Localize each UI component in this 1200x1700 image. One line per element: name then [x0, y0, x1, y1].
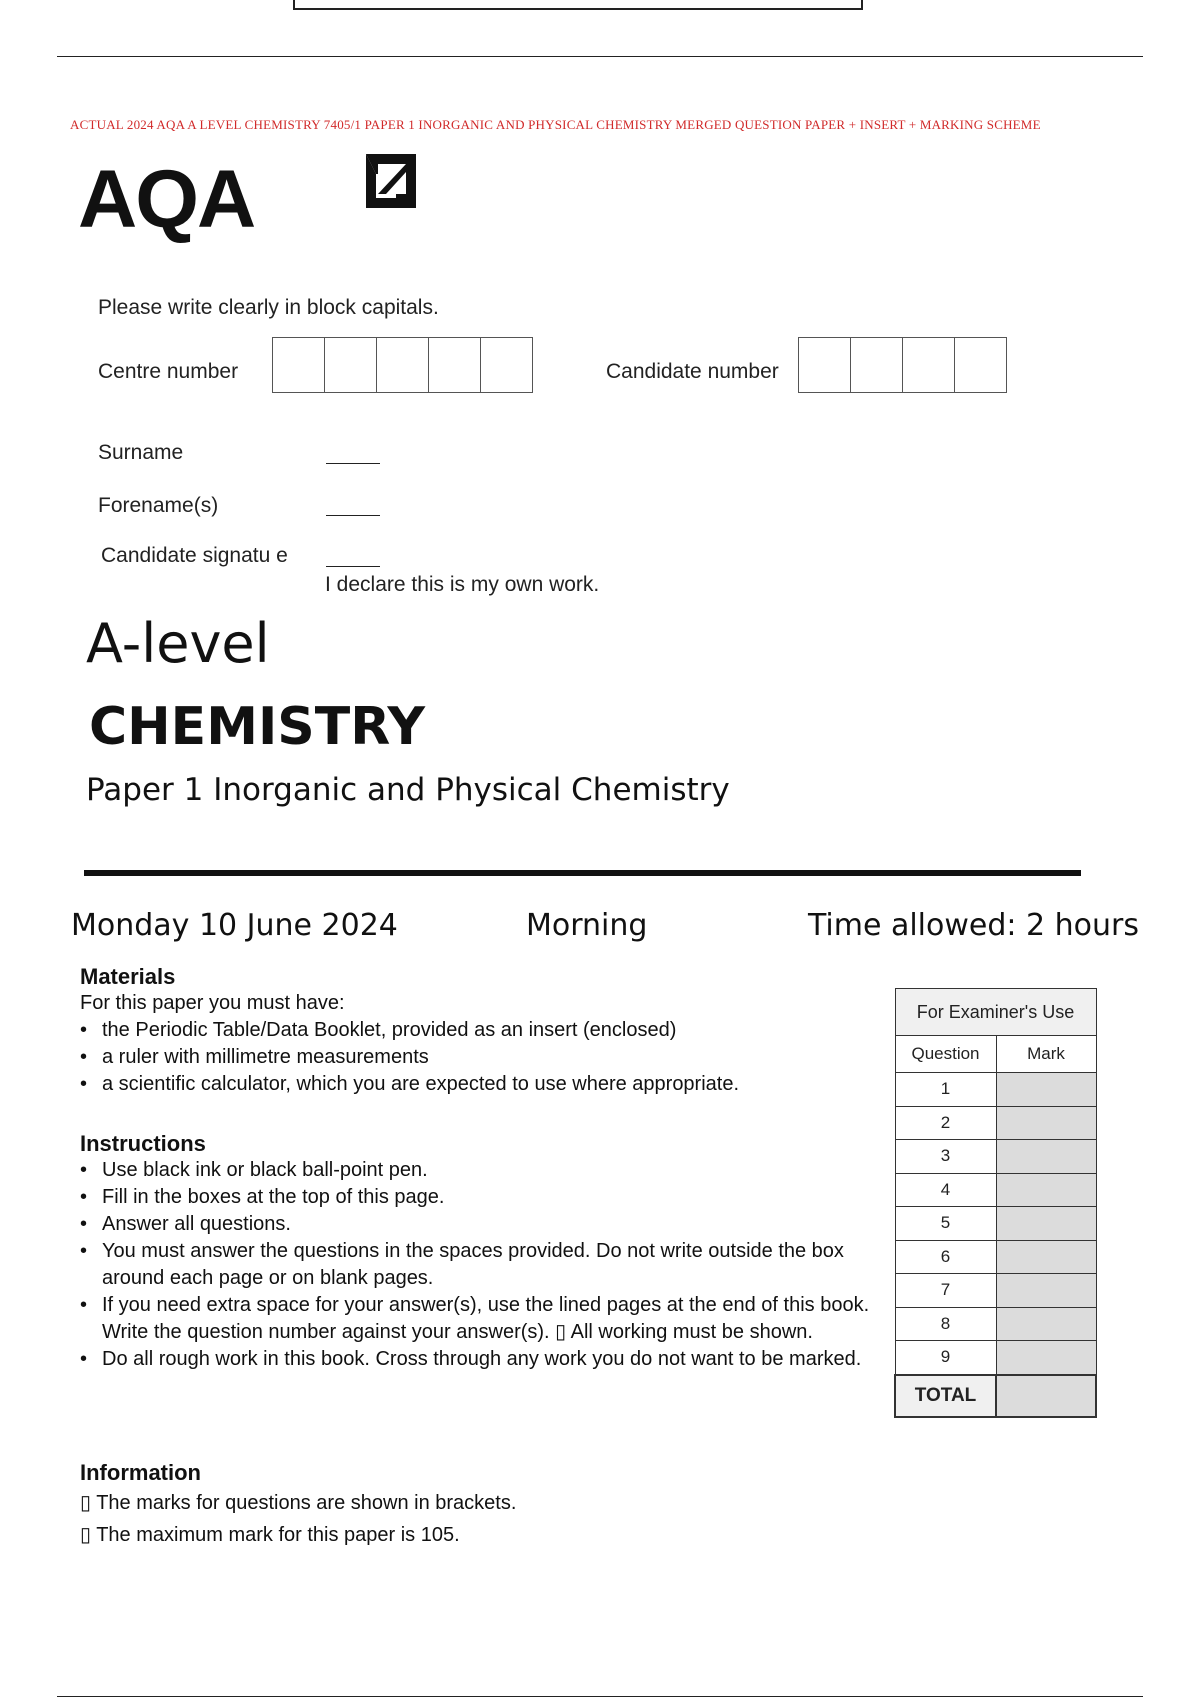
candidate-number-digit[interactable] [798, 337, 851, 393]
list-item: • Answer all questions. [80, 1211, 870, 1238]
forenames-line[interactable] [326, 515, 380, 516]
mark-cell[interactable] [996, 1307, 1096, 1341]
mark-cell[interactable] [996, 1106, 1096, 1140]
level-heading: A-level [86, 612, 270, 675]
centre-number-digit[interactable] [480, 337, 533, 393]
centre-number-digit[interactable] [324, 337, 377, 393]
list-item: • Do all rough work in this book. Cross through any work you do not want to be marked. [80, 1346, 870, 1373]
examiner-use-table [894, 988, 1097, 1418]
logo-mark-icon [284, 150, 418, 230]
information-item: ▯ The maximum mark for this paper is 105. [80, 1524, 460, 1546]
materials-list [80, 1017, 880, 1098]
total-label: TOTAL [895, 1375, 996, 1417]
question-column-header: Question [895, 1036, 996, 1073]
candidate-number-digit[interactable] [850, 337, 903, 393]
mark-cell[interactable] [996, 1341, 1096, 1375]
centre-number-label: Centre number [98, 360, 239, 383]
instructions-section [80, 1131, 870, 1373]
total-mark-cell[interactable] [996, 1375, 1096, 1417]
list-item: • a ruler with millimetre measurements [80, 1044, 880, 1071]
mark-cell[interactable] [996, 1207, 1096, 1241]
candidate-number-label: Candidate number [606, 360, 779, 383]
list-item: • If you need extra space for your answer(s), use the lined pages at the end of this book. Write the question number against your answer(s). ▯ All working must be shown. [80, 1292, 870, 1346]
block-capitals-instruction: Please write clearly in block capitals. [98, 296, 439, 319]
list-item: • a scientific calculator, which you are expected to use where appropriate. [80, 1071, 880, 1098]
centre-number-digit[interactable] [272, 337, 325, 393]
instructions-list [80, 1157, 870, 1373]
information-item: ▯ The marks for questions are shown in brackets. [80, 1492, 517, 1514]
examiner-table-title: For Examiner's Use [895, 989, 1096, 1036]
list-item: • You must answer the questions in the spaces provided. Do not write outside the box around each page or on blank pages. [80, 1238, 870, 1292]
candidate-number-digit[interactable] [902, 337, 955, 393]
question-number: 5 [895, 1207, 996, 1241]
materials-title: Materials [80, 964, 176, 989]
question-number: 1 [895, 1073, 996, 1107]
list-item: • Use black ink or black ball-point pen. [80, 1157, 870, 1184]
candidate-number-digit[interactable] [954, 337, 1007, 393]
top-frame [293, 0, 863, 10]
centre-number-digit[interactable] [376, 337, 429, 393]
mark-cell[interactable] [996, 1073, 1096, 1107]
centre-number-boxes [273, 337, 533, 393]
signature-label: Candidate signatu e [101, 544, 288, 567]
mark-column-header: Mark [996, 1036, 1096, 1073]
mark-cell[interactable] [996, 1140, 1096, 1174]
mark-cell[interactable] [996, 1274, 1096, 1308]
header-rule [57, 56, 1143, 57]
time-allowed: Time allowed: 2 hours [808, 908, 1140, 943]
exam-session: Morning [526, 908, 648, 943]
signature-line[interactable] [326, 566, 380, 567]
question-number: 9 [895, 1341, 996, 1375]
materials-intro: For this paper you must have: [80, 992, 345, 1014]
question-number: 3 [895, 1140, 996, 1174]
question-number: 8 [895, 1307, 996, 1341]
information-title: Information [80, 1460, 201, 1485]
paper-title: Paper 1 Inorganic and Physical Chemistry [86, 772, 730, 808]
subject-heading: CHEMISTRY [89, 697, 426, 757]
title-divider [84, 870, 1081, 876]
question-number: 2 [895, 1106, 996, 1140]
surname-label: Surname [98, 441, 184, 464]
mark-cell[interactable] [996, 1240, 1096, 1274]
mark-cell[interactable] [996, 1173, 1096, 1207]
candidate-number-boxes [799, 337, 1007, 393]
materials-section [80, 964, 880, 1098]
question-number: 6 [895, 1240, 996, 1274]
logo-text: AQA [78, 154, 255, 245]
instructions-title: Instructions [80, 1131, 206, 1156]
exam-date: Monday 10 June 2024 [71, 908, 398, 943]
question-number: 7 [895, 1274, 996, 1308]
watermark-banner: ACTUAL 2024 AQA A LEVEL CHEMISTRY 7405/1 PAPER 1 INORGANIC AND PHYSICAL CHEMISTRY MERGED QUESTION PAPER + INSERT + MARKING SCHEME [70, 117, 1041, 132]
centre-number-digit[interactable] [428, 337, 481, 393]
list-item: • Fill in the boxes at the top of this page. [80, 1184, 870, 1211]
declaration-text: I declare this is my own work. [325, 573, 600, 596]
footer-rule [57, 1696, 1143, 1697]
question-number: 4 [895, 1173, 996, 1207]
surname-line[interactable] [326, 463, 380, 464]
aqa-logo [78, 150, 348, 250]
forenames-label: Forename(s) [98, 494, 219, 517]
information-section [80, 1460, 870, 1549]
list-item: • the Periodic Table/Data Booklet, provided as an insert (enclosed) [80, 1017, 880, 1044]
